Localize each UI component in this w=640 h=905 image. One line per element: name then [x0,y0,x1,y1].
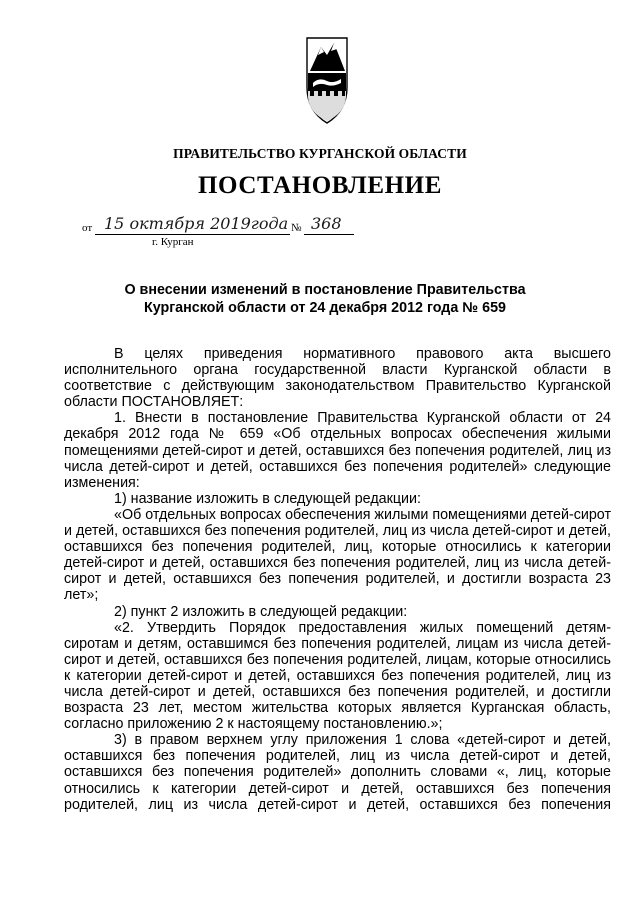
from-label: от [82,222,93,234]
body-paragraph: «2. Утвердить Порядок предоставления жилых помещений детям-сиротам и детям, оставшимся без попечения родителей, лицам из числа детей-сирот и детей, оставшихся без попечения родителей, лицам, которые относились к категории детей-сирот и детей, оставшихся без попечения родителей, лиц из числа детей-сирот и детей, оставшихся без попечения родителей, и достигли возраста 23 лет, местом жительства которых является Курганская область, согласно приложению 2 к настоящему постановлению.»; [64,619,611,733]
body-paragraph: 3) в правом верхнем углу приложения 1 слова «детей-сирот и детей, оставшихся без попечения родителей, лиц из числа детей-сирот и детей, оставшихся без попечения родителей» дополнить словами «, лиц, которые относились к категории детей-сирот и детей, оставшихся без попечения родителей, лиц из числа детей-сирот и детей, оставшихся без попечения [64,732,611,813]
body-paragraph: «Об отдельных вопросах обеспечения жилыми помещениями детей-сирот и детей, оставшихся без попечения родителей, лиц из числа детей-сирот и детей, оставшихся без попечения родителей, лиц, которые относились к категории детей-сирот и детей, оставшихся без попечения родителей, лиц из числа детей-сирот и детей, оставшихся без попечения родителей, и достигли возраста 23 лет»; [64,506,611,604]
body-paragraph: 1. Внести в постановление Правительства Курганской области от 24 декабря 2012 года № 659 «Об отдельных вопросах обеспечения жилыми помещениями детей-сирот и детей, оставшихся без попечения родителей, лиц из числа детей-сирот и детей, оставшихся без попечения родителей» следующие изменения: [64,410,611,491]
handwritten-number: 368 [311,214,342,233]
document-date-number [82,210,382,250]
number-label: № [291,222,302,234]
coat-of-arms-icon [301,37,353,125]
body-paragraph: В целях приведения нормативного правового акта высшего исполнительного органа государственной власти Курганской области в соответствие с действующим законодательством Правительство Курганской области ПОСТАНОВЛЯЕТ: [64,346,611,411]
handwritten-date: 15 октября 2019года [104,214,289,233]
body-paragraph: 1) название изложить в следующей редакции: [114,490,421,507]
date-underline [95,234,290,235]
city-label: г. Курган [152,236,194,248]
document-type-title: ПОСТАНОВЛЕНИЕ [197,172,443,199]
number-underline [304,234,354,235]
document-body [64,346,611,813]
body-paragraph: 2) пункт 2 изложить в следующей редакции: [114,603,408,620]
government-name: ПРАВИТЕЛЬСТВО КУРГАНСКОЙ ОБЛАСТИ [173,146,467,161]
document-heading: О внесении изменений в постановление Правительства Курганской области от 24 декабря 2012 года № 659 [124,282,526,316]
